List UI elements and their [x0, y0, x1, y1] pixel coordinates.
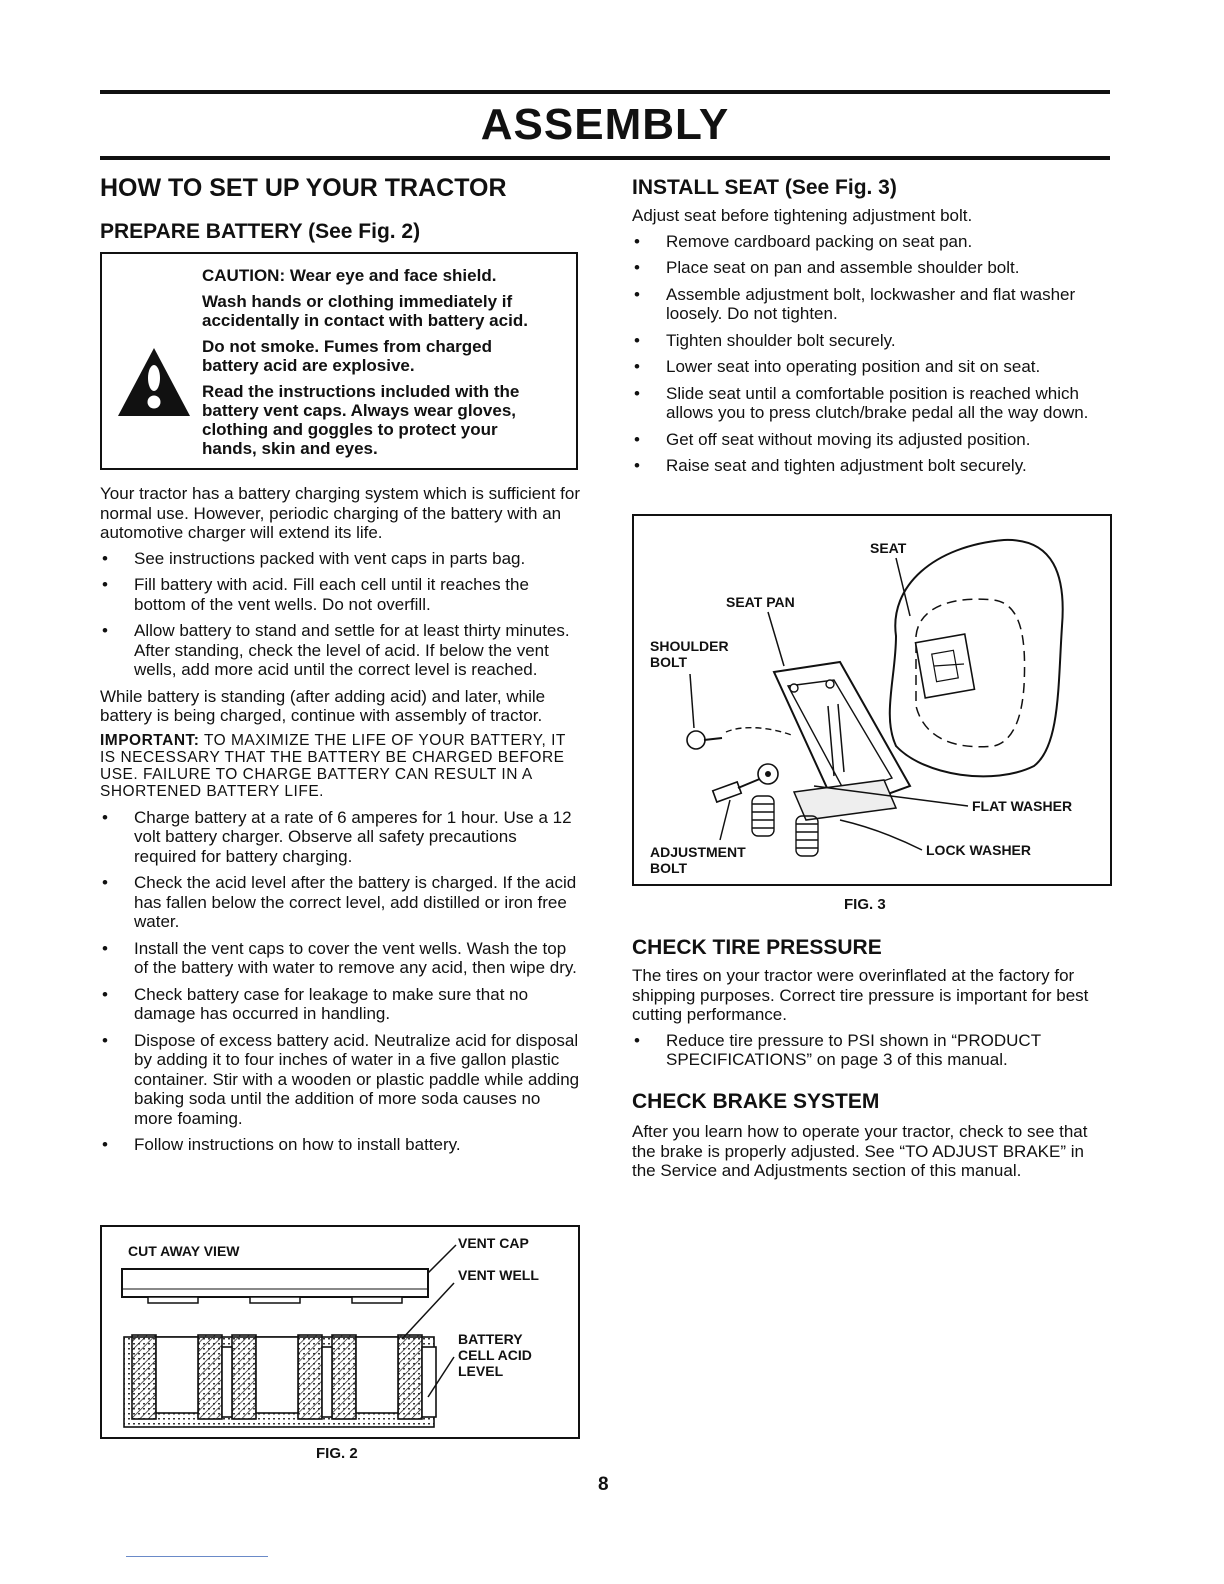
fig2-caption: FIG. 2: [316, 1445, 358, 1462]
fig3-caption: FIG. 3: [844, 896, 886, 913]
caution-text: [202, 266, 552, 465]
brake-body: [632, 1122, 1112, 1187]
list-item: • Get off seat without moving its adjusted position.: [632, 430, 1112, 450]
title-rule: [100, 156, 1110, 160]
warning-icon: [116, 346, 192, 418]
important-text: TO MAXIMIZE THE LIFE OF YOUR BATTERY, IT IS NECESSARY THAT THE BATTERY BE CHARGED BEFORE USE. FAILURE TO CHARGE BATTERY CAN RESULT IN A SHORTENED BATTERY LIFE.: [100, 731, 566, 800]
caution-line: CAUTION: Wear eye and face shield.: [202, 266, 497, 285]
list-item: • Remove cardboard packing on seat pan.: [632, 232, 1112, 252]
list-item: • Check battery case for leakage to make sure that no damage has occurred in handling.: [100, 985, 580, 1024]
tire-text: The tires on your tractor were overinflated at the factory for shipping purposes. Correct tire pressure is important for best cutting performance.: [632, 966, 1089, 1024]
list-item: • Place seat on pan and assemble shoulder bolt.: [632, 258, 1112, 278]
setup-heading: HOW TO SET UP YOUR TRACTOR: [100, 174, 507, 202]
caution-box: [100, 252, 578, 470]
vent-cap-label: VENT CAP: [458, 1235, 529, 1251]
vent-well-label: VENT WELL: [458, 1267, 539, 1283]
top-rule: [100, 90, 1110, 94]
tire-list: [632, 1031, 1112, 1070]
shoulder-bolt-label: [650, 638, 729, 670]
adjustment-bolt-label: [650, 844, 746, 876]
seat-intro: Adjust seat before tightening adjustment bolt.: [632, 206, 973, 225]
caution-line: Wash hands or clothing immediately if accidentally in contact with battery acid.: [202, 292, 528, 330]
adjustment-bolt-line: BOLT: [650, 860, 688, 876]
battery-list-2: [100, 808, 580, 1155]
shoulder-bolt-line: SHOULDER: [650, 638, 729, 654]
list-item: • Lower seat into operating position and sit on seat.: [632, 357, 1112, 377]
install-seat-body: [632, 206, 1112, 483]
footer-line: [126, 1556, 268, 1557]
seat-pan-label: SEAT PAN: [726, 594, 795, 610]
list-item: • Follow instructions on how to install battery.: [100, 1135, 580, 1155]
battery-list-1: [100, 549, 580, 680]
list-item: • Dispose of excess battery acid. Neutralize acid for disposal by adding it to four inches of water in a five gallon plastic container. Stir with a wooden or plastic paddle while adding baking soda until the addition of more soda causes no more foaming.: [100, 1031, 580, 1129]
important-note: [100, 732, 580, 800]
list-item: • Raise seat and tighten adjustment bolt securely.: [632, 456, 1112, 476]
acid-level-line: CELL ACID: [458, 1347, 532, 1363]
page-number: 8: [598, 1474, 609, 1495]
seat-list: [632, 232, 1112, 476]
figure-2: [100, 1225, 580, 1439]
acid-level-line: BATTERY: [458, 1331, 523, 1347]
list-item: • See instructions packed with vent caps in parts bag.: [100, 549, 580, 569]
tire-body: [632, 966, 1112, 1077]
list-item: • Allow battery to stand and settle for at least thirty minutes. After standing, check the level of acid. If below the vent wells, add more acid until the correct level is reached.: [100, 621, 580, 680]
list-item: • Tighten shoulder bolt securely.: [632, 331, 1112, 351]
list-item: • Fill battery with acid. Fill each cell until it reaches the bottom of the vent wells. Do not overfill.: [100, 575, 580, 614]
caution-line: Read the instructions included with the battery vent caps. Always wear gloves, clothing and goggles to protect your hands, skin and eyes.: [202, 382, 520, 458]
battery-cutaway-drawing: [102, 1227, 578, 1437]
list-item: • Install the vent caps to cover the vent wells. Wash the top of the battery with water to remove any acid, then wipe dry.: [100, 939, 580, 978]
list-item: • Reduce tire pressure to PSI shown in “PRODUCT SPECIFICATIONS” on page 3 of this manual.: [632, 1031, 1112, 1070]
adjustment-bolt-line: ADJUSTMENT: [650, 844, 746, 860]
list-item: • Slide seat until a comfortable position is reached which allows you to press clutch/brake pedal all the way down.: [632, 384, 1112, 423]
figure-3: [632, 514, 1112, 886]
flat-washer-label: FLAT WASHER: [972, 798, 1073, 814]
seat-assembly-drawing: [634, 516, 1110, 884]
install-seat-heading: INSTALL SEAT (See Fig. 3): [632, 176, 897, 199]
caution-line: Do not smoke. Fumes from charged battery acid are explosive.: [202, 337, 492, 375]
list-item: • Charge battery at a rate of 6 amperes for 1 hour. Use a 12 volt battery charger. Observe all safety precautions required for battery charging.: [100, 808, 580, 867]
tire-heading: CHECK TIRE PRESSURE: [632, 936, 882, 959]
cut-away-label: CUT AWAY VIEW: [128, 1243, 240, 1259]
brake-heading: CHECK BRAKE SYSTEM: [632, 1090, 880, 1113]
seat-label: SEAT: [870, 540, 907, 556]
lock-washer-label: LOCK WASHER: [926, 842, 1031, 858]
brake-text: After you learn how to operate your tractor, check to see that the brake is properly adjusted. See “TO ADJUST BRAKE” in the Service and Adjustments section of this manual.: [632, 1122, 1088, 1180]
shoulder-bolt-line: BOLT: [650, 654, 688, 670]
list-item: • Check the acid level after the battery is charged. If the acid has fallen below the correct level, add distilled or iron free water.: [100, 873, 580, 932]
acid-level-line: LEVEL: [458, 1363, 504, 1379]
while-text: While battery is standing (after adding acid) and later, while battery is being charged, continue with assembly of tractor.: [100, 686, 546, 725]
battery-body: [100, 484, 580, 1162]
battery-intro: Your tractor has a battery charging system which is sufficient for normal use. However, periodic charging of the battery with an automotive charger will extend its life.: [100, 484, 581, 542]
important-label: IMPORTANT:: [100, 731, 200, 749]
battery-heading: PREPARE BATTERY (See Fig. 2): [100, 220, 421, 243]
list-item: • Assemble adjustment bolt, lockwasher and flat washer loosely. Do not tighten.: [632, 285, 1112, 324]
page-title: ASSEMBLY: [480, 100, 730, 149]
